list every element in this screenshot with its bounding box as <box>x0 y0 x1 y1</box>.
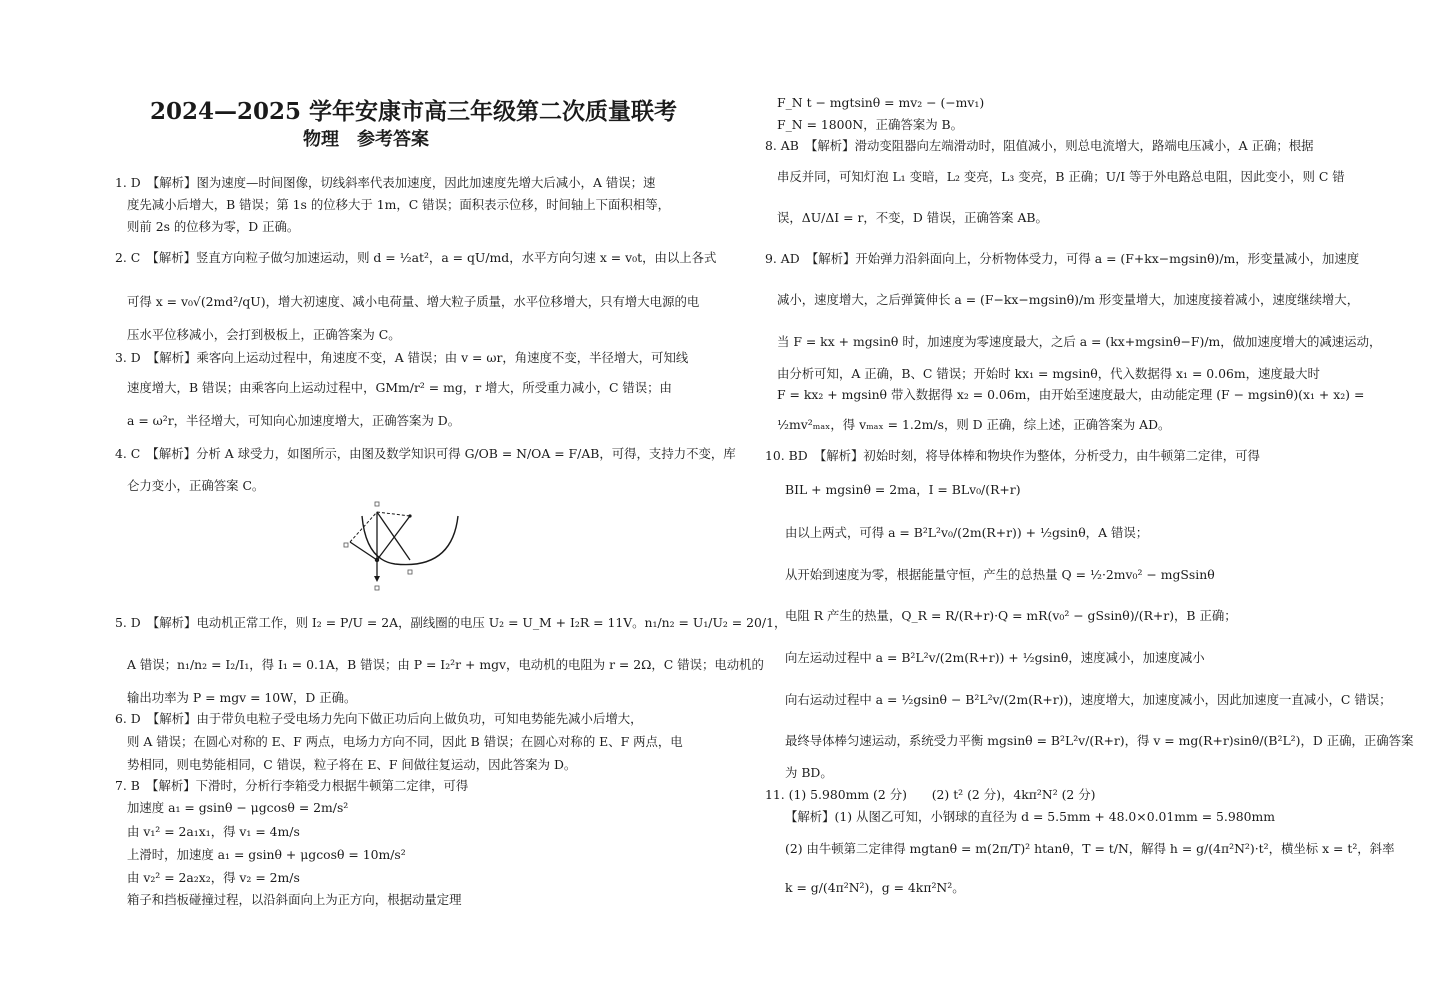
text-line: 度先减小后增大，B 错误；第 1s 的位移大于 1m，C 错误；面积表示位移，时间轴上下面积相等， <box>127 197 670 212</box>
text-line: 串反并同，可知灯泡 L₁ 变暗，L₂ 变亮，L₃ 变亮，B 正确；U/I 等于外电路总电阻，因此变小，则 C 错 <box>777 169 1345 184</box>
dashed-line <box>377 512 410 516</box>
text-line: 由分析可知，A 正确，B、C 错误；开始时 kx₁ = mgsinθ，代入数据得 x₁ = 0.06m，速度最大时 <box>777 366 1320 381</box>
text-line: (2) 由牛顿第二定律得 mgtanθ = m(2π/T)² htanθ，T = t/N，解得 h = g/(4π²N²)·t²，横坐标 x = t²，斜率 <box>785 841 1395 856</box>
text-line: 4. C 【解析】分析 A 球受力，如图所示，由图及数学知识可得 G/OB = N/OA = F/AB，可得，支持力不变，库 <box>115 446 736 461</box>
dashed-line <box>350 512 377 542</box>
text-line: 电阻 R 产生的热量，Q_R = R/(R+r)·Q = mR(v₀² − gSsinθ)/(R+r)，B 正确； <box>785 608 1237 623</box>
text-line: F = kx₂ + mgsinθ 带入数据得 x₂ = 0.06m，由开始至速度最大，由动能定理 (F − mgsinθ)(x₁ + x₂) = <box>777 387 1365 402</box>
text-line: 则 A 错误；在圆心对称的 E、F 两点，电场力方向不同，因此 B 错误；在圆心对称的 E、F 两点，电 <box>127 734 683 749</box>
text-line: 箱子和挡板碰撞过程，以沿斜面向上为正方向，根据动量定理 <box>127 892 462 907</box>
text-line: 误，ΔU/ΔI = r，不变，D 错误，正确答案 AB。 <box>777 210 1048 225</box>
text-line: A 错误；n₁/n₂ = I₂/I₁，得 I₁ = 0.1A，B 错误；由 P = I₂²r + mgv，电动机的电阻为 r = 2Ω，C 错误；电动机的 <box>127 657 764 672</box>
text-line: 上滑时，加速度 a₁ = gsinθ + μgcosθ = 10m/s² <box>127 847 406 862</box>
text-line: 为 BD。 <box>785 765 833 780</box>
text-line: 输出功率为 P = mgv = 10W，D 正确。 <box>127 690 357 705</box>
text-line: 8. AB 【解析】滑动变阻器向左端滑动时，阻值减小，则总电流增大，路端电压减小，A 正确；根据 <box>765 138 1314 153</box>
text-line: a = ω²r，半径增大，可知向心加速度增大，正确答案为 D。 <box>127 413 461 428</box>
text-line: 加速度 a₁ = gsinθ − μgcosθ = 2m/s² <box>127 800 349 815</box>
text-line: 由 v₂² = 2a₂x₂，得 v₂ = 2m/s <box>127 870 300 885</box>
label-box <box>375 502 379 506</box>
text-line: 向左运动过程中 a = B²L²v/(2m(R+r)) + ½gsinθ，速度减小，加速度减小 <box>785 650 1205 665</box>
text-line: 仑力变小，正确答案 C。 <box>127 478 265 493</box>
text-line: 最终导体棒匀速运动，系统受力平衡 mgsinθ = B²L²v/(R+r)，得 v = mg(R+r)sinθ/(B²L²)，D 正确，正确答案 <box>785 733 1414 748</box>
text-line: 可得 x = v₀√(2md²/qU)，增大初速度、减小电荷量、增大粒子质量，水平位移增大，只有增大电源的电 <box>127 294 700 309</box>
text-line: 由以上两式，可得 a = B²L²v₀/(2m(R+r)) + ½gsinθ，A 错误； <box>785 525 1149 540</box>
text-line: 7. B 【解析】下滑时，分析行李箱受力根据牛顿第二定律，可得 <box>115 778 469 793</box>
page-title: 2024—2025 学年安康市高三年级第二次质量联考 <box>150 98 678 125</box>
text-line: 当 F = kx + mgsinθ 时，加速度为零速度最大，之后 a = (kx+mgsinθ−F)/m，做加速度增大的减速运动， <box>777 334 1382 349</box>
text-line: 速度增大，B 错误；由乘客向上运动过程中，GMm/r² = mg，r 增大，所受重力减小，C 错误；由 <box>127 380 672 395</box>
text-line: 由 v₁² = 2a₁x₁，得 v₁ = 4m/s <box>127 824 300 839</box>
text-line: 11. (1) 5.980mm (2 分) (2) t² (2 分)，4kπ²N² (2 分) <box>765 787 1096 802</box>
text-line: 从开始到速度为零，根据能量守恒，产生的总热量 Q = ½·2mv₀² − mgSsinθ <box>785 567 1215 582</box>
text-line: 9. AD 【解析】开始弹力沿斜面向上，分析物体受力，可得 a = (F+kx−mgsinθ)/m，形变量减小，加速度 <box>765 251 1360 266</box>
ball-b <box>408 514 411 517</box>
text-line: 势相同，则电势能相同，C 错误，粒子将在 E、F 间做往复运动，因此答案为 D。 <box>127 757 577 772</box>
text-line: 5. D 【解析】电动机正常工作，则 I₂ = P/U = 2A，副线圈的电压 U₂ = U_M + I₂R = 11V。n₁/n₂ = U₁/U₂ = 20/1， <box>115 615 787 630</box>
text-line: BIL + mgsinθ = 2ma，I = BLv₀/(R+r) <box>785 482 1021 497</box>
gravity-arrow <box>374 576 380 582</box>
text-line: k = g/(4π²N²)，g = 4kπ²N²。 <box>785 880 965 895</box>
text-line: 3. D 【解析】乘客向上运动过程中，角速度不变，A 错误；由 v = ωr，角速度不变，半径增大，可知线 <box>115 350 689 365</box>
text-line: 2. C 【解析】竖直方向粒子做匀加速运动，则 d = ½at²，a = qU/md，水平方向匀速 x = v₀t，由以上各式 <box>115 250 717 265</box>
text-line: 向右运动过程中 a = ½gsinθ − B²L²v/(2m(R+r))，速度增大，加速度减小，因此加速度一直减小，C 错误； <box>785 692 1392 707</box>
label-box <box>375 586 379 590</box>
text-line: 【解析】(1) 从图乙可知，小钢球的直径为 d = 5.5mm + 48.0×0.01mm = 5.980mm <box>785 809 1276 824</box>
label-box <box>344 543 348 547</box>
text-line: 则前 2s 的位移为零，D 正确。 <box>127 219 300 234</box>
label-box <box>408 570 412 574</box>
text-line: F_N t − mgtsinθ = mv₂ − (−mv₁) <box>777 95 985 110</box>
text-line: 10. BD 【解析】初始时刻，将导体棒和物块作为整体，分析受力，由牛顿第二定律，可得 <box>765 448 1260 463</box>
text-line: 6. D 【解析】由于带负电粒子受电场力先向下做正功后向上做负功，可知电势能先减小后增大， <box>115 711 643 726</box>
text-line: ½mv²ₘₐₓ，得 vₘₐₓ = 1.2m/s，则 D 正确，综上述，正确答案为 AD。 <box>777 417 1171 432</box>
text-line: 减小，速度增大，之后弹簧伸长 a = (F−kx−mgsinθ)/m 形变量增大，加速度接着减小，速度继续增大， <box>777 292 1360 307</box>
page-subtitle: 物理 参考答案 <box>303 129 429 150</box>
text-line: F_N = 1800N，正确答案为 B。 <box>777 117 964 132</box>
force-diagram <box>340 498 465 598</box>
ball-a <box>375 558 379 562</box>
text-line: 1. D 【解析】图为速度—时间图像，切线斜率代表加速度，因此加速度先增大后减小，A 错误；速 <box>115 175 656 190</box>
text-line: 压水平位移减小，会打到极板上，正确答案为 C。 <box>127 327 401 342</box>
